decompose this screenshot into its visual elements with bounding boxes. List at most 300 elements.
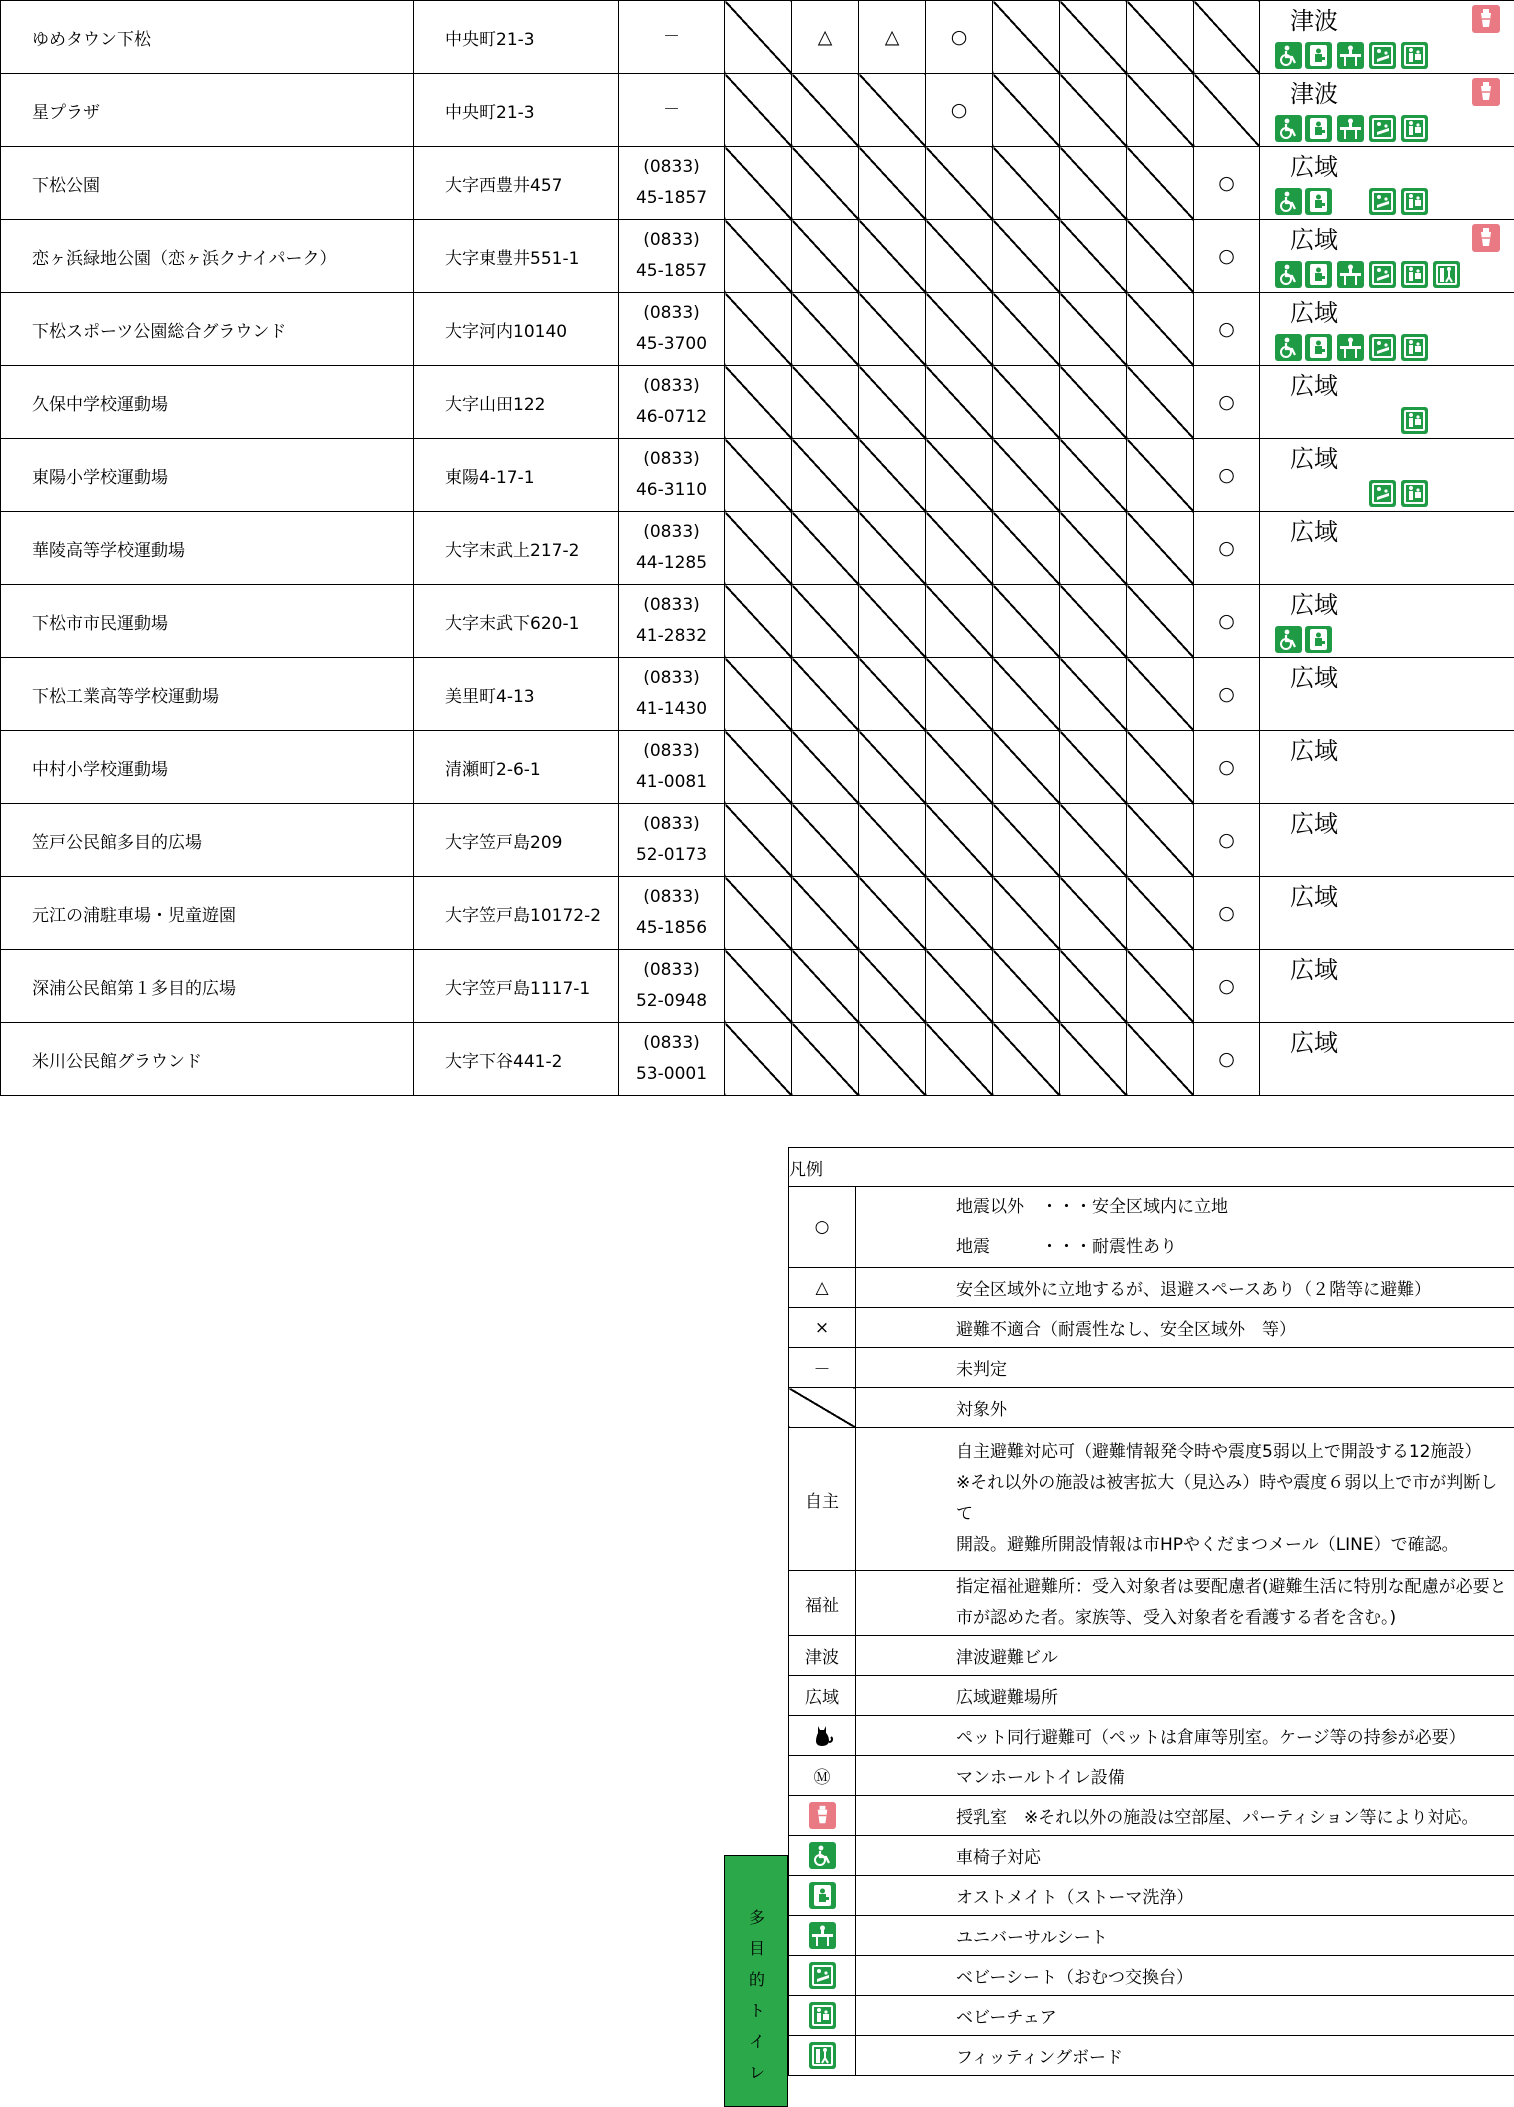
facility-name: 笠戸公民館多目的広場	[1, 804, 414, 877]
wheelchair-icon	[1275, 188, 1302, 215]
wheelchair-icon	[1275, 261, 1302, 288]
ostomate-icon	[1305, 115, 1332, 142]
ostomate-icon	[809, 1882, 836, 1909]
legend-row	[789, 1348, 1514, 1388]
not-applicable-cell	[859, 1023, 926, 1096]
not-applicable-cell	[725, 147, 792, 220]
not-applicable-cell	[993, 512, 1060, 585]
not-applicable-cell	[926, 512, 993, 585]
suitability-mark: ○	[1194, 585, 1260, 658]
not-applicable-cell	[792, 731, 859, 804]
legend-symbol	[789, 1796, 856, 1836]
facility-phone: －	[619, 1, 725, 74]
not-applicable-cell	[1127, 950, 1194, 1023]
ostomate-icon	[1305, 188, 1332, 215]
facility-address: 東陽4-17-1	[414, 439, 619, 512]
facility-row	[1, 220, 1514, 293]
facility-address: 中央町21-3	[414, 1, 619, 74]
not-applicable-cell	[792, 147, 859, 220]
suitability-mark: ○	[926, 74, 993, 147]
not-applicable-cell	[1127, 804, 1194, 877]
facility-phone: (0833) 53-0001	[619, 1023, 725, 1096]
universal-icon	[1337, 42, 1364, 69]
not-applicable-cell	[1127, 220, 1194, 293]
facility-row	[1, 512, 1514, 585]
universal-icon	[809, 1922, 836, 1949]
facility-phone: (0833) 52-0173	[619, 804, 725, 877]
facility-phone: (0833) 46-0712	[619, 366, 725, 439]
not-applicable-cell	[859, 147, 926, 220]
legend-description	[856, 1876, 1514, 1916]
legend-description	[856, 1348, 1514, 1388]
facility-phone: (0833) 45-1856	[619, 877, 725, 950]
universal-icon	[1337, 334, 1364, 361]
facility-name: 中村小学校運動場	[1, 731, 414, 804]
legend-table	[788, 1147, 1514, 2076]
facility-name: ゆめタウン下松	[1, 1, 414, 74]
legend-description	[856, 1636, 1514, 1676]
not-applicable-cell	[993, 585, 1060, 658]
legend-description-line: 対象外	[956, 1400, 1007, 1420]
multipurpose-toilet-label	[724, 1855, 788, 2107]
legend-description-line: 市が認めた者。家族等、受入対象者を看護する者を含む。)	[956, 1608, 1397, 1628]
legend-row	[789, 1428, 1514, 1571]
suitability-mark: ○	[1194, 877, 1260, 950]
facility-address: 中央町21-3	[414, 74, 619, 147]
legend-symbol: ×	[789, 1308, 856, 1348]
not-applicable-cell	[792, 293, 859, 366]
legend-description	[856, 1956, 1514, 1996]
not-applicable-cell	[725, 1, 792, 74]
universal-icon	[1337, 261, 1364, 288]
legend-description	[856, 1388, 1514, 1428]
facility-name: 華陵高等学校運動場	[1, 512, 414, 585]
not-applicable-cell	[792, 1023, 859, 1096]
suitability-mark: ○	[1194, 366, 1260, 439]
facility-phone: (0833) 52-0948	[619, 950, 725, 1023]
legend-symbol: 福祉	[789, 1571, 856, 1636]
legend-description-line: 津波避難ビル	[956, 1648, 1058, 1668]
facility-address: 大字西豊井457	[414, 147, 619, 220]
not-applicable-cell	[725, 512, 792, 585]
facility-notes	[1260, 877, 1514, 950]
facility-phone: (0833) 45-1857	[619, 147, 725, 220]
legend-not-applicable-symbol	[789, 1388, 856, 1428]
facility-name: 下松市市民運動場	[1, 585, 414, 658]
fitting-board-icon	[1433, 261, 1460, 288]
not-applicable-cell	[725, 293, 792, 366]
shelter-type-label: 広域	[1290, 883, 1338, 911]
shelter-type-label: 広域	[1290, 664, 1338, 692]
not-applicable-cell	[993, 950, 1060, 1023]
not-applicable-cell	[1127, 658, 1194, 731]
facility-address: 大字河内10140	[414, 293, 619, 366]
facility-notes	[1260, 74, 1514, 147]
not-applicable-cell	[993, 366, 1060, 439]
baby-chair-icon	[1401, 188, 1428, 215]
legend-description-line: ※それ以外の施設は被害拡大（見込み）時や震度６弱以上で市が判断して	[956, 1473, 1498, 1524]
facility-phone: (0833) 46-3110	[619, 439, 725, 512]
suitability-mark: ○	[1194, 658, 1260, 731]
not-applicable-cell	[926, 147, 993, 220]
not-applicable-cell	[1127, 877, 1194, 950]
facility-address: 大字笠戸島209	[414, 804, 619, 877]
not-applicable-cell	[725, 220, 792, 293]
facility-notes	[1260, 220, 1514, 293]
legend-symbol: △	[789, 1268, 856, 1308]
not-applicable-cell	[1127, 731, 1194, 804]
facility-address: 大字末武上217-2	[414, 512, 619, 585]
not-applicable-cell	[792, 366, 859, 439]
wheelchair-icon	[1275, 42, 1302, 69]
not-applicable-cell	[792, 585, 859, 658]
not-applicable-cell	[725, 804, 792, 877]
not-applicable-cell	[859, 366, 926, 439]
suitability-mark: ○	[1194, 512, 1260, 585]
not-applicable-cell	[926, 950, 993, 1023]
vertical-label-char: イ	[748, 2032, 765, 2051]
not-applicable-cell	[993, 804, 1060, 877]
facility-name: 東陽小学校運動場	[1, 439, 414, 512]
legend-row	[789, 1716, 1514, 1756]
not-applicable-cell	[993, 877, 1060, 950]
legend-row	[789, 1388, 1514, 1428]
facility-address: 清瀬町2-6-1	[414, 731, 619, 804]
legend-row	[789, 1836, 1514, 1876]
facility-address: 大字東豊井551-1	[414, 220, 619, 293]
facility-notes	[1260, 366, 1514, 439]
not-applicable-cell	[1060, 220, 1127, 293]
legend-symbol	[789, 1876, 856, 1916]
shelter-type-label: 広域	[1290, 445, 1338, 473]
facility-name: 久保中学校運動場	[1, 366, 414, 439]
toilet-icons	[1275, 334, 1457, 362]
legend-row	[789, 1187, 1514, 1268]
toilet-icons	[1275, 115, 1457, 143]
facility-address: 大字笠戸島1117-1	[414, 950, 619, 1023]
facility-row	[1, 74, 1514, 147]
not-applicable-cell	[1060, 293, 1127, 366]
not-applicable-cell	[725, 658, 792, 731]
not-applicable-cell	[1060, 877, 1127, 950]
facility-address: 大字笠戸島10172-2	[414, 877, 619, 950]
not-applicable-cell	[792, 74, 859, 147]
legend-description-line: オストメイト（ストーマ洗浄）	[956, 1888, 1194, 1908]
ostomate-icon	[1305, 334, 1332, 361]
legend-symbol	[789, 1956, 856, 1996]
nursing-room-icon	[1472, 5, 1500, 33]
facility-name: 星プラザ	[1, 74, 414, 147]
facility-name: 米川公民館グラウンド	[1, 1023, 414, 1096]
facility-notes	[1260, 1023, 1514, 1096]
facility-row	[1, 1023, 1514, 1096]
legend-description-line: 広域避難場所	[956, 1688, 1058, 1708]
not-applicable-cell	[1127, 147, 1194, 220]
shelter-type-label: 津波	[1290, 80, 1338, 108]
baby-sheet-icon	[1369, 334, 1396, 361]
vertical-label-char: 目	[748, 1939, 765, 1958]
legend-symbol	[789, 2036, 856, 2076]
baby-chair-icon	[1401, 42, 1428, 69]
not-applicable-cell	[1194, 74, 1260, 147]
wheelchair-icon	[1275, 115, 1302, 142]
fitting-board-icon	[809, 2042, 836, 2069]
shelter-type-label: 広域	[1290, 372, 1338, 400]
legend-row	[789, 1756, 1514, 1796]
not-applicable-cell	[1060, 950, 1127, 1023]
shelter-type-label: 広域	[1290, 956, 1338, 984]
not-applicable-cell	[993, 147, 1060, 220]
not-applicable-cell	[859, 512, 926, 585]
suitability-mark: △	[859, 1, 926, 74]
not-applicable-cell	[1060, 658, 1127, 731]
wheelchair-icon	[1275, 626, 1302, 653]
legend-symbol	[789, 1916, 856, 1956]
not-applicable-cell	[859, 877, 926, 950]
legend-description-line: マンホールトイレ設備	[956, 1768, 1125, 1788]
facility-notes	[1260, 147, 1514, 220]
legend-description-line: ペット同行避難可（ペットは倉庫等別室。ケージ等の持参が必要）	[956, 1728, 1466, 1748]
not-applicable-cell	[926, 804, 993, 877]
legend-symbol: ○	[789, 1187, 856, 1268]
not-applicable-cell	[725, 439, 792, 512]
legend-row	[789, 1308, 1514, 1348]
not-applicable-cell	[859, 439, 926, 512]
suitability-mark: ○	[1194, 950, 1260, 1023]
legend-description	[856, 1756, 1514, 1796]
not-applicable-cell	[859, 804, 926, 877]
not-applicable-cell	[993, 74, 1060, 147]
legend-description-line: 開設。避難所開設情報は市HPやくだまつメール（LINE）で確認。	[956, 1535, 1459, 1555]
nursing-room-icon	[1472, 224, 1500, 252]
facility-row	[1, 585, 1514, 658]
not-applicable-cell	[1060, 585, 1127, 658]
not-applicable-cell	[1127, 74, 1194, 147]
suitability-mark: △	[792, 1, 859, 74]
facility-row	[1, 877, 1514, 950]
wheelchair-icon	[1275, 334, 1302, 361]
facility-address: 大字末武下620-1	[414, 585, 619, 658]
facility-name: 下松公園	[1, 147, 414, 220]
not-applicable-cell	[725, 585, 792, 658]
ostomate-icon	[1305, 42, 1332, 69]
legend-description	[856, 1676, 1514, 1716]
facility-address: 美里町4-13	[414, 658, 619, 731]
shelter-type-label: 広域	[1290, 518, 1338, 546]
not-applicable-cell	[926, 585, 993, 658]
not-applicable-cell	[859, 293, 926, 366]
facility-phone: (0833) 44-1285	[619, 512, 725, 585]
not-applicable-cell	[993, 1, 1060, 74]
legend-description-line: 安全区域外に立地するが、退避スペースあり（２階等に避難）	[956, 1280, 1432, 1300]
toilet-icons	[1275, 626, 1457, 654]
legend-description-line: 地震以外 ・・・安全区域内に立地	[956, 1197, 1228, 1217]
universal-icon	[1337, 115, 1364, 142]
not-applicable-cell	[926, 1023, 993, 1096]
legend-description	[856, 1796, 1514, 1836]
facility-notes	[1260, 804, 1514, 877]
not-applicable-cell	[993, 658, 1060, 731]
not-applicable-cell	[1060, 366, 1127, 439]
shelter-type-label: 広域	[1290, 591, 1338, 619]
baby-sheet-icon	[1369, 42, 1396, 69]
shelter-type-label: 広域	[1290, 153, 1338, 181]
baby-chair-icon	[1401, 115, 1428, 142]
not-applicable-cell	[1060, 147, 1127, 220]
shelter-type-label: 広域	[1290, 810, 1338, 838]
baby-chair-icon	[1401, 261, 1428, 288]
facility-row	[1, 293, 1514, 366]
not-applicable-cell	[859, 950, 926, 1023]
legend-description-line: ベビーチェア	[956, 2008, 1057, 2028]
not-applicable-cell	[1127, 293, 1194, 366]
not-applicable-cell	[859, 585, 926, 658]
facility-notes	[1260, 731, 1514, 804]
facility-row	[1, 147, 1514, 220]
not-applicable-cell	[725, 366, 792, 439]
cat-icon	[809, 1722, 836, 1749]
legend-symbol: 自主	[789, 1428, 856, 1571]
legend-symbol	[789, 1836, 856, 1876]
legend-description-line: 授乳室 ※それ以外の施設は空部屋、パーティション等により対応。	[956, 1808, 1479, 1828]
facility-name: 元江の浦駐車場・児童遊園	[1, 877, 414, 950]
facility-phone: (0833) 41-1430	[619, 658, 725, 731]
wheelchair-icon	[809, 1842, 836, 1869]
baby-sheet-icon	[1369, 188, 1396, 215]
legend-description-line: 未判定	[956, 1360, 1007, 1380]
not-applicable-cell	[725, 731, 792, 804]
not-applicable-cell	[1060, 1023, 1127, 1096]
shelter-type-label: 広域	[1290, 737, 1338, 765]
not-applicable-cell	[926, 366, 993, 439]
not-applicable-cell	[1060, 804, 1127, 877]
legend-description	[856, 1428, 1514, 1571]
not-applicable-cell	[1127, 585, 1194, 658]
not-applicable-cell	[926, 293, 993, 366]
facility-row	[1, 366, 1514, 439]
not-applicable-cell	[1060, 512, 1127, 585]
not-applicable-cell	[993, 293, 1060, 366]
not-applicable-cell	[926, 877, 993, 950]
not-applicable-cell	[859, 731, 926, 804]
not-applicable-cell	[1194, 1, 1260, 74]
facility-notes	[1260, 512, 1514, 585]
legend-symbol	[789, 1996, 856, 2036]
toilet-icons	[1275, 188, 1457, 216]
suitability-mark: ○	[1194, 1023, 1260, 1096]
legend-description	[856, 1571, 1514, 1636]
suitability-mark: ○	[926, 1, 993, 74]
toilet-icons	[1275, 42, 1457, 70]
shelter-type-label: 津波	[1290, 7, 1338, 35]
legend-row	[789, 1916, 1514, 1956]
facility-row	[1, 731, 1514, 804]
not-applicable-cell	[1060, 439, 1127, 512]
suitability-mark: ○	[1194, 439, 1260, 512]
facility-row	[1, 950, 1514, 1023]
suitability-mark: ○	[1194, 293, 1260, 366]
baby-chair-icon	[1401, 407, 1428, 434]
not-applicable-cell	[993, 731, 1060, 804]
facility-notes	[1260, 585, 1514, 658]
suitability-mark: ○	[1194, 804, 1260, 877]
toilet-icons	[1275, 407, 1457, 435]
facility-name: 深浦公民館第１多目的広場	[1, 950, 414, 1023]
baby-chair-icon	[1401, 480, 1428, 507]
legend-row	[789, 1268, 1514, 1308]
not-applicable-cell	[1127, 1, 1194, 74]
not-applicable-cell	[792, 220, 859, 293]
legend-symbol: －	[789, 1348, 856, 1388]
baby-sheet-icon	[809, 1962, 836, 1989]
legend-description	[856, 1268, 1514, 1308]
legend-description	[856, 1187, 1514, 1268]
legend-row	[789, 1571, 1514, 1636]
legend-row	[789, 1636, 1514, 1676]
facility-address: 大字山田122	[414, 366, 619, 439]
legend-description-line: フィッティングボード	[956, 2048, 1123, 2068]
facility-notes	[1260, 1, 1514, 74]
legend-symbol: Ⓜ	[789, 1756, 856, 1796]
not-applicable-cell	[725, 877, 792, 950]
legend-row	[789, 1956, 1514, 1996]
legend-description-line: 自主避難対応可（避難情報発令時や震度5弱以上で開設する12施設）	[956, 1442, 1482, 1462]
not-applicable-cell	[1127, 439, 1194, 512]
legend-symbol: 津波	[789, 1636, 856, 1676]
baby-chair-icon	[809, 2002, 836, 2029]
not-applicable-cell	[859, 658, 926, 731]
ostomate-icon	[1305, 261, 1332, 288]
legend-description-line: ユニバーサルシート	[956, 1928, 1108, 1948]
legend-description-line: 避難不適合（耐震性なし、安全区域外 等）	[956, 1320, 1296, 1340]
facility-notes	[1260, 658, 1514, 731]
baby-sheet-icon	[1369, 261, 1396, 288]
vertical-label-char: 多	[748, 1908, 765, 1927]
suitability-mark: ○	[1194, 147, 1260, 220]
facility-notes	[1260, 950, 1514, 1023]
legend-description	[856, 2036, 1514, 2076]
facility-row	[1, 804, 1514, 877]
not-applicable-cell	[725, 74, 792, 147]
facility-phone: (0833) 41-2832	[619, 585, 725, 658]
toilet-icons	[1275, 480, 1457, 508]
not-applicable-cell	[926, 731, 993, 804]
not-applicable-cell	[1127, 1023, 1194, 1096]
not-applicable-cell	[859, 74, 926, 147]
not-applicable-cell	[1060, 74, 1127, 147]
facility-phone: (0833) 45-3700	[619, 293, 725, 366]
legend-description	[856, 1916, 1514, 1956]
shelter-type-label: 広域	[1290, 1029, 1338, 1057]
vertical-label-char: レ	[748, 2063, 765, 2082]
facility-name: 恋ヶ浜緑地公園（恋ヶ浜クナイパーク）	[1, 220, 414, 293]
legend-description	[856, 1836, 1514, 1876]
vertical-label-char: ト	[748, 2001, 765, 2020]
baby-sheet-icon	[1369, 480, 1396, 507]
suitability-mark: ○	[1194, 731, 1260, 804]
legend-description-line: 地震 ・・・耐震性あり	[956, 1237, 1177, 1257]
not-applicable-cell	[792, 804, 859, 877]
not-applicable-cell	[792, 512, 859, 585]
not-applicable-cell	[1060, 1, 1127, 74]
legend-description	[856, 1996, 1514, 2036]
not-applicable-cell	[792, 439, 859, 512]
legend-row	[789, 1796, 1514, 1836]
not-applicable-cell	[926, 439, 993, 512]
not-applicable-cell	[926, 220, 993, 293]
facility-row	[1, 439, 1514, 512]
facility-address: 大字下谷441-2	[414, 1023, 619, 1096]
